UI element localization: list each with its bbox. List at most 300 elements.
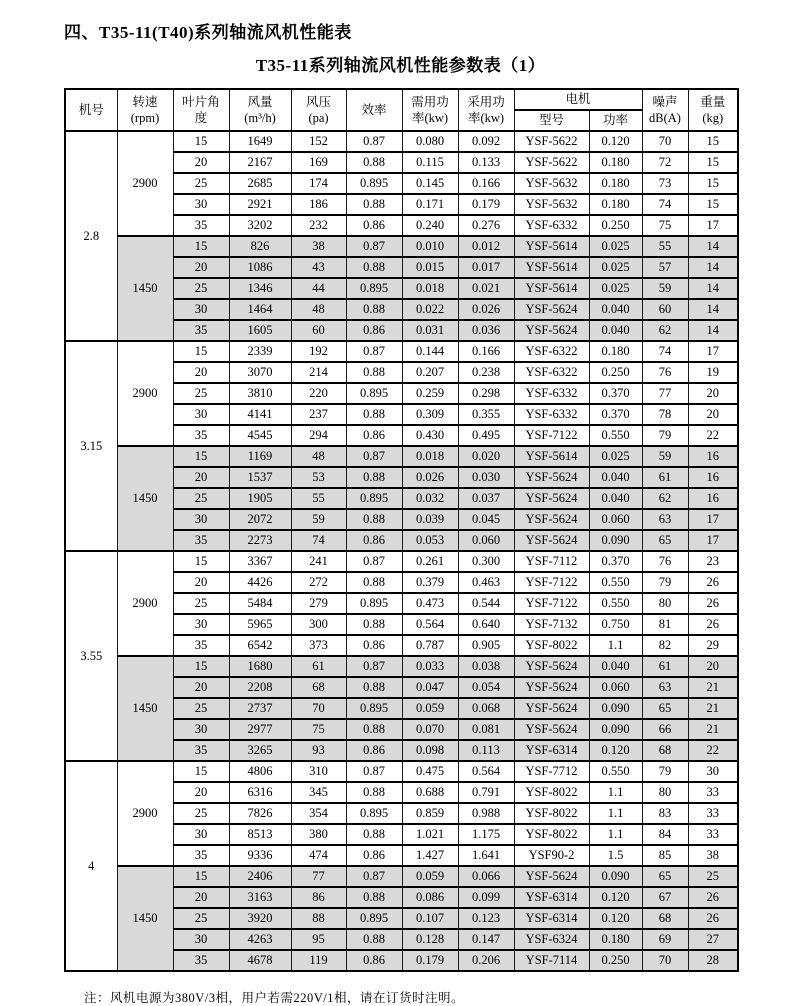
table-row bbox=[65, 236, 738, 257]
motor-power-cell: 0.090 bbox=[589, 719, 642, 740]
weight-cell: 17 bbox=[688, 341, 738, 362]
air-volume-cell: 9336 bbox=[229, 845, 291, 866]
blade-angle-cell: 20 bbox=[173, 572, 229, 593]
air-volume-cell: 3202 bbox=[229, 215, 291, 236]
header-pressure-label: 风压 bbox=[305, 94, 331, 109]
adopted-power-cell: 1.641 bbox=[458, 845, 514, 866]
motor-power-cell: 0.370 bbox=[589, 404, 642, 425]
air-volume-cell: 1346 bbox=[229, 278, 291, 299]
pressure-cell: 95 bbox=[291, 929, 346, 950]
header-noise-label: 噪声 bbox=[652, 94, 678, 109]
adopted-power-cell: 0.147 bbox=[458, 929, 514, 950]
efficiency-cell: 0.86 bbox=[346, 740, 402, 761]
pressure-cell: 74 bbox=[291, 530, 346, 551]
pressure-cell: 237 bbox=[291, 404, 346, 425]
air-volume-cell: 8513 bbox=[229, 824, 291, 845]
noise-cell: 80 bbox=[642, 782, 688, 803]
header-efficiency-label: 效率 bbox=[361, 102, 387, 117]
blade-angle-cell: 35 bbox=[173, 425, 229, 446]
required-power-cell: 0.128 bbox=[402, 929, 458, 950]
noise-cell: 79 bbox=[642, 761, 688, 782]
required-power-cell: 0.473 bbox=[402, 593, 458, 614]
required-power-cell: 0.022 bbox=[402, 299, 458, 320]
required-power-cell: 0.059 bbox=[402, 698, 458, 719]
efficiency-cell: 0.87 bbox=[346, 761, 402, 782]
air-volume-cell: 4263 bbox=[229, 929, 291, 950]
noise-cell: 65 bbox=[642, 866, 688, 887]
required-power-cell: 0.080 bbox=[402, 131, 458, 152]
motor-power-cell: 0.370 bbox=[589, 383, 642, 404]
adopted-power-cell: 0.026 bbox=[458, 299, 514, 320]
blade-angle-cell: 20 bbox=[173, 152, 229, 173]
motor-power-cell: 0.120 bbox=[589, 887, 642, 908]
speed-cell: 1450 bbox=[117, 236, 173, 341]
blade-angle-cell: 35 bbox=[173, 530, 229, 551]
motor-power-cell: 0.250 bbox=[589, 215, 642, 236]
required-power-cell: 0.098 bbox=[402, 740, 458, 761]
noise-cell: 76 bbox=[642, 362, 688, 383]
motor-model-cell: YSF90-2 bbox=[514, 845, 589, 866]
air-volume-cell: 6316 bbox=[229, 782, 291, 803]
motor-model-cell: YSF-5624 bbox=[514, 467, 589, 488]
weight-cell: 22 bbox=[688, 425, 738, 446]
noise-cell: 83 bbox=[642, 803, 688, 824]
motor-power-cell: 0.090 bbox=[589, 866, 642, 887]
weight-cell: 26 bbox=[688, 887, 738, 908]
required-power-cell: 0.240 bbox=[402, 215, 458, 236]
motor-power-cell: 0.370 bbox=[589, 551, 642, 572]
weight-cell: 19 bbox=[688, 362, 738, 383]
speed-cell: 2900 bbox=[117, 761, 173, 866]
motor-power-cell: 0.060 bbox=[589, 677, 642, 698]
efficiency-cell: 0.88 bbox=[346, 677, 402, 698]
header-air-volume-label: 风量 bbox=[247, 94, 273, 109]
motor-model-cell: YSF-5624 bbox=[514, 656, 589, 677]
efficiency-cell: 0.88 bbox=[346, 299, 402, 320]
adopted-power-cell: 0.054 bbox=[458, 677, 514, 698]
motor-power-cell: 0.120 bbox=[589, 908, 642, 929]
blade-angle-cell: 20 bbox=[173, 782, 229, 803]
efficiency-cell: 0.86 bbox=[346, 425, 402, 446]
required-power-cell: 0.171 bbox=[402, 194, 458, 215]
weight-cell: 14 bbox=[688, 320, 738, 341]
pressure-cell: 93 bbox=[291, 740, 346, 761]
motor-model-cell: YSF-8022 bbox=[514, 782, 589, 803]
blade-angle-cell: 25 bbox=[173, 803, 229, 824]
efficiency-cell: 0.86 bbox=[346, 950, 402, 971]
pressure-cell: 192 bbox=[291, 341, 346, 362]
pressure-cell: 68 bbox=[291, 677, 346, 698]
required-power-cell: 0.261 bbox=[402, 551, 458, 572]
motor-power-cell: 1.1 bbox=[589, 782, 642, 803]
required-power-cell: 0.031 bbox=[402, 320, 458, 341]
required-power-cell: 0.179 bbox=[402, 950, 458, 971]
noise-cell: 63 bbox=[642, 509, 688, 530]
noise-cell: 62 bbox=[642, 488, 688, 509]
pressure-cell: 354 bbox=[291, 803, 346, 824]
header-required-power bbox=[402, 89, 458, 131]
air-volume-cell: 1905 bbox=[229, 488, 291, 509]
weight-cell: 15 bbox=[688, 152, 738, 173]
pressure-cell: 48 bbox=[291, 299, 346, 320]
blade-angle-cell: 25 bbox=[173, 593, 229, 614]
air-volume-cell: 1605 bbox=[229, 320, 291, 341]
adopted-power-cell: 0.463 bbox=[458, 572, 514, 593]
required-power-cell: 0.475 bbox=[402, 761, 458, 782]
motor-model-cell: YSF-5614 bbox=[514, 446, 589, 467]
motor-model-cell: YSF-6324 bbox=[514, 929, 589, 950]
weight-cell: 14 bbox=[688, 236, 738, 257]
motor-model-cell: YSF-6322 bbox=[514, 341, 589, 362]
motor-power-cell: 0.550 bbox=[589, 593, 642, 614]
weight-cell: 16 bbox=[688, 467, 738, 488]
required-power-cell: 0.018 bbox=[402, 278, 458, 299]
efficiency-cell: 0.895 bbox=[346, 173, 402, 194]
pressure-cell: 373 bbox=[291, 635, 346, 656]
pressure-cell: 59 bbox=[291, 509, 346, 530]
efficiency-cell: 0.88 bbox=[346, 572, 402, 593]
adopted-power-cell: 0.640 bbox=[458, 614, 514, 635]
required-power-cell: 0.010 bbox=[402, 236, 458, 257]
adopted-power-cell: 0.206 bbox=[458, 950, 514, 971]
motor-model-cell: YSF-6332 bbox=[514, 215, 589, 236]
machine-no-cell: 4 bbox=[65, 761, 117, 971]
header-motor-label: 电机 bbox=[565, 92, 591, 107]
motor-model-cell: YSF-6332 bbox=[514, 404, 589, 425]
blade-angle-cell: 30 bbox=[173, 719, 229, 740]
blade-angle-cell: 35 bbox=[173, 215, 229, 236]
pressure-cell: 53 bbox=[291, 467, 346, 488]
blade-angle-cell: 20 bbox=[173, 887, 229, 908]
adopted-power-cell: 0.099 bbox=[458, 887, 514, 908]
motor-power-cell: 1.1 bbox=[589, 824, 642, 845]
noise-cell: 76 bbox=[642, 551, 688, 572]
air-volume-cell: 1649 bbox=[229, 131, 291, 152]
weight-cell: 21 bbox=[688, 677, 738, 698]
motor-model-cell: YSF-5624 bbox=[514, 299, 589, 320]
header-pressure bbox=[291, 89, 346, 131]
motor-power-cell: 0.040 bbox=[589, 656, 642, 677]
noise-cell: 62 bbox=[642, 320, 688, 341]
header-noise bbox=[642, 89, 688, 131]
air-volume-cell: 2921 bbox=[229, 194, 291, 215]
efficiency-cell: 0.895 bbox=[346, 593, 402, 614]
efficiency-cell: 0.88 bbox=[346, 614, 402, 635]
air-volume-cell: 1680 bbox=[229, 656, 291, 677]
noise-cell: 74 bbox=[642, 194, 688, 215]
efficiency-cell: 0.88 bbox=[346, 467, 402, 488]
noise-cell: 59 bbox=[642, 278, 688, 299]
efficiency-cell: 0.87 bbox=[346, 656, 402, 677]
pressure-cell: 86 bbox=[291, 887, 346, 908]
header-motor-power-label: 功率 bbox=[603, 113, 629, 128]
motor-power-cell: 0.180 bbox=[589, 929, 642, 950]
motor-power-cell: 0.180 bbox=[589, 194, 642, 215]
efficiency-cell: 0.88 bbox=[346, 257, 402, 278]
efficiency-cell: 0.87 bbox=[346, 446, 402, 467]
noise-cell: 72 bbox=[642, 152, 688, 173]
weight-cell: 22 bbox=[688, 740, 738, 761]
motor-model-cell: YSF-5632 bbox=[514, 173, 589, 194]
pressure-cell: 232 bbox=[291, 215, 346, 236]
adopted-power-cell: 0.905 bbox=[458, 635, 514, 656]
efficiency-cell: 0.86 bbox=[346, 530, 402, 551]
header-blade-angle-label: 叶片角 bbox=[182, 94, 220, 109]
adopted-power-cell: 0.791 bbox=[458, 782, 514, 803]
pressure-cell: 272 bbox=[291, 572, 346, 593]
pressure-cell: 310 bbox=[291, 761, 346, 782]
weight-cell: 20 bbox=[688, 383, 738, 404]
required-power-cell: 1.427 bbox=[402, 845, 458, 866]
pressure-cell: 380 bbox=[291, 824, 346, 845]
blade-angle-cell: 20 bbox=[173, 467, 229, 488]
blade-angle-cell: 15 bbox=[173, 551, 229, 572]
header-pressure-unit: (pa) bbox=[308, 111, 329, 125]
pressure-cell: 61 bbox=[291, 656, 346, 677]
motor-model-cell: YSF-5624 bbox=[514, 488, 589, 509]
weight-cell: 23 bbox=[688, 551, 738, 572]
weight-cell: 20 bbox=[688, 656, 738, 677]
efficiency-cell: 0.88 bbox=[346, 719, 402, 740]
pressure-cell: 345 bbox=[291, 782, 346, 803]
motor-power-cell: 0.550 bbox=[589, 572, 642, 593]
adopted-power-cell: 0.564 bbox=[458, 761, 514, 782]
air-volume-cell: 3265 bbox=[229, 740, 291, 761]
blade-angle-cell: 20 bbox=[173, 257, 229, 278]
blade-angle-cell: 15 bbox=[173, 446, 229, 467]
pressure-cell: 55 bbox=[291, 488, 346, 509]
blade-angle-cell: 25 bbox=[173, 383, 229, 404]
adopted-power-cell: 0.020 bbox=[458, 446, 514, 467]
weight-cell: 14 bbox=[688, 278, 738, 299]
adopted-power-cell: 0.123 bbox=[458, 908, 514, 929]
weight-cell: 16 bbox=[688, 446, 738, 467]
pressure-cell: 70 bbox=[291, 698, 346, 719]
weight-cell: 28 bbox=[688, 950, 738, 971]
adopted-power-cell: 0.066 bbox=[458, 866, 514, 887]
blade-angle-cell: 30 bbox=[173, 614, 229, 635]
noise-cell: 55 bbox=[642, 236, 688, 257]
pressure-cell: 294 bbox=[291, 425, 346, 446]
required-power-cell: 0.039 bbox=[402, 509, 458, 530]
adopted-power-cell: 0.017 bbox=[458, 257, 514, 278]
air-volume-cell: 3810 bbox=[229, 383, 291, 404]
adopted-power-cell: 0.038 bbox=[458, 656, 514, 677]
weight-cell: 15 bbox=[688, 131, 738, 152]
motor-power-cell: 1.1 bbox=[589, 803, 642, 824]
pressure-cell: 38 bbox=[291, 236, 346, 257]
air-volume-cell: 2273 bbox=[229, 530, 291, 551]
weight-cell: 26 bbox=[688, 908, 738, 929]
adopted-power-cell: 0.068 bbox=[458, 698, 514, 719]
table-row bbox=[65, 551, 738, 572]
adopted-power-cell: 0.036 bbox=[458, 320, 514, 341]
motor-power-cell: 0.025 bbox=[589, 446, 642, 467]
adopted-power-cell: 0.298 bbox=[458, 383, 514, 404]
header-noise-unit: dB(A) bbox=[649, 111, 681, 125]
efficiency-cell: 0.87 bbox=[346, 341, 402, 362]
motor-model-cell: YSF-7114 bbox=[514, 950, 589, 971]
adopted-power-cell: 0.113 bbox=[458, 740, 514, 761]
noise-cell: 79 bbox=[642, 572, 688, 593]
motor-power-cell: 0.250 bbox=[589, 362, 642, 383]
blade-angle-cell: 35 bbox=[173, 950, 229, 971]
pressure-cell: 88 bbox=[291, 908, 346, 929]
motor-power-cell: 0.060 bbox=[589, 509, 642, 530]
efficiency-cell: 0.88 bbox=[346, 152, 402, 173]
efficiency-cell: 0.88 bbox=[346, 194, 402, 215]
adopted-power-cell: 0.300 bbox=[458, 551, 514, 572]
header-adopted-power-unit: 率(kw) bbox=[467, 111, 505, 125]
page-title: 四、T35-11(T40)系列轴流风机性能表 bbox=[64, 23, 352, 42]
header-motor bbox=[514, 89, 642, 110]
noise-cell: 69 bbox=[642, 929, 688, 950]
motor-model-cell: YSF-5624 bbox=[514, 677, 589, 698]
table-row bbox=[65, 341, 738, 362]
weight-cell: 17 bbox=[688, 509, 738, 530]
adopted-power-cell: 0.037 bbox=[458, 488, 514, 509]
required-power-cell: 0.145 bbox=[402, 173, 458, 194]
required-power-cell: 0.107 bbox=[402, 908, 458, 929]
motor-model-cell: YSF-5624 bbox=[514, 509, 589, 530]
noise-cell: 74 bbox=[642, 341, 688, 362]
table-row bbox=[65, 656, 738, 677]
required-power-cell: 0.430 bbox=[402, 425, 458, 446]
motor-power-cell: 1.5 bbox=[589, 845, 642, 866]
motor-power-cell: 0.040 bbox=[589, 488, 642, 509]
blade-angle-cell: 15 bbox=[173, 131, 229, 152]
noise-cell: 77 bbox=[642, 383, 688, 404]
blade-angle-cell: 30 bbox=[173, 929, 229, 950]
air-volume-cell: 2685 bbox=[229, 173, 291, 194]
weight-cell: 26 bbox=[688, 593, 738, 614]
required-power-cell: 0.859 bbox=[402, 803, 458, 824]
machine-no-cell: 2.8 bbox=[65, 131, 117, 341]
weight-cell: 26 bbox=[688, 614, 738, 635]
motor-model-cell: YSF-5622 bbox=[514, 131, 589, 152]
weight-cell: 21 bbox=[688, 719, 738, 740]
required-power-cell: 0.115 bbox=[402, 152, 458, 173]
motor-model-cell: YSF-8022 bbox=[514, 803, 589, 824]
pressure-cell: 300 bbox=[291, 614, 346, 635]
pressure-cell: 77 bbox=[291, 866, 346, 887]
required-power-cell: 0.047 bbox=[402, 677, 458, 698]
table-row bbox=[65, 866, 738, 887]
required-power-cell: 0.059 bbox=[402, 866, 458, 887]
efficiency-cell: 0.87 bbox=[346, 236, 402, 257]
required-power-cell: 0.053 bbox=[402, 530, 458, 551]
adopted-power-cell: 0.060 bbox=[458, 530, 514, 551]
efficiency-cell: 0.86 bbox=[346, 320, 402, 341]
efficiency-cell: 0.86 bbox=[346, 635, 402, 656]
adopted-power-cell: 0.166 bbox=[458, 341, 514, 362]
required-power-cell: 0.259 bbox=[402, 383, 458, 404]
required-power-cell: 0.207 bbox=[402, 362, 458, 383]
noise-cell: 65 bbox=[642, 698, 688, 719]
required-power-cell: 0.015 bbox=[402, 257, 458, 278]
header-row-1 bbox=[65, 89, 738, 110]
motor-power-cell: 1.1 bbox=[589, 635, 642, 656]
required-power-cell: 0.026 bbox=[402, 467, 458, 488]
air-volume-cell: 1086 bbox=[229, 257, 291, 278]
noise-cell: 66 bbox=[642, 719, 688, 740]
air-volume-cell: 2406 bbox=[229, 866, 291, 887]
air-volume-cell: 7826 bbox=[229, 803, 291, 824]
air-volume-cell: 1537 bbox=[229, 467, 291, 488]
speed-cell: 2900 bbox=[117, 551, 173, 656]
air-volume-cell: 5965 bbox=[229, 614, 291, 635]
weight-cell: 16 bbox=[688, 488, 738, 509]
header-speed-label: 转速 bbox=[132, 94, 158, 109]
adopted-power-cell: 0.081 bbox=[458, 719, 514, 740]
noise-cell: 70 bbox=[642, 131, 688, 152]
motor-power-cell: 0.750 bbox=[589, 614, 642, 635]
noise-cell: 70 bbox=[642, 950, 688, 971]
blade-angle-cell: 15 bbox=[173, 656, 229, 677]
header-efficiency bbox=[346, 89, 402, 131]
pressure-cell: 44 bbox=[291, 278, 346, 299]
air-volume-cell: 6542 bbox=[229, 635, 291, 656]
adopted-power-cell: 0.276 bbox=[458, 215, 514, 236]
blade-angle-cell: 15 bbox=[173, 341, 229, 362]
efficiency-cell: 0.88 bbox=[346, 509, 402, 530]
table-row bbox=[65, 761, 738, 782]
motor-power-cell: 0.025 bbox=[589, 236, 642, 257]
required-power-cell: 0.787 bbox=[402, 635, 458, 656]
motor-model-cell: YSF-5624 bbox=[514, 719, 589, 740]
required-power-cell: 0.309 bbox=[402, 404, 458, 425]
motor-power-cell: 0.550 bbox=[589, 761, 642, 782]
header-motor-power bbox=[589, 110, 642, 131]
header-weight bbox=[688, 89, 738, 131]
noise-cell: 61 bbox=[642, 467, 688, 488]
header-weight-unit: (kg) bbox=[702, 111, 724, 125]
noise-cell: 82 bbox=[642, 635, 688, 656]
blade-angle-cell: 30 bbox=[173, 299, 229, 320]
pressure-cell: 474 bbox=[291, 845, 346, 866]
header-air-volume-unit: (m³/h) bbox=[244, 111, 276, 125]
header-air-volume bbox=[229, 89, 291, 131]
adopted-power-cell: 0.355 bbox=[458, 404, 514, 425]
weight-cell: 30 bbox=[688, 761, 738, 782]
motor-model-cell: YSF-7122 bbox=[514, 425, 589, 446]
motor-power-cell: 0.090 bbox=[589, 698, 642, 719]
blade-angle-cell: 35 bbox=[173, 740, 229, 761]
required-power-cell: 0.033 bbox=[402, 656, 458, 677]
motor-model-cell: YSF-8022 bbox=[514, 635, 589, 656]
blade-angle-cell: 15 bbox=[173, 761, 229, 782]
efficiency-cell: 0.87 bbox=[346, 866, 402, 887]
motor-power-cell: 0.025 bbox=[589, 257, 642, 278]
air-volume-cell: 4141 bbox=[229, 404, 291, 425]
motor-power-cell: 0.025 bbox=[589, 278, 642, 299]
weight-cell: 21 bbox=[688, 698, 738, 719]
motor-model-cell: YSF-5624 bbox=[514, 866, 589, 887]
noise-cell: 60 bbox=[642, 299, 688, 320]
fan-performance-table bbox=[64, 88, 739, 972]
noise-cell: 65 bbox=[642, 530, 688, 551]
pressure-cell: 279 bbox=[291, 593, 346, 614]
motor-power-cell: 0.090 bbox=[589, 530, 642, 551]
speed-cell: 2900 bbox=[117, 341, 173, 446]
noise-cell: 75 bbox=[642, 215, 688, 236]
blade-angle-cell: 15 bbox=[173, 236, 229, 257]
air-volume-cell: 1464 bbox=[229, 299, 291, 320]
header-required-power-unit: 率(kw) bbox=[411, 111, 449, 125]
blade-angle-cell: 25 bbox=[173, 173, 229, 194]
weight-cell: 33 bbox=[688, 824, 738, 845]
weight-cell: 25 bbox=[688, 866, 738, 887]
